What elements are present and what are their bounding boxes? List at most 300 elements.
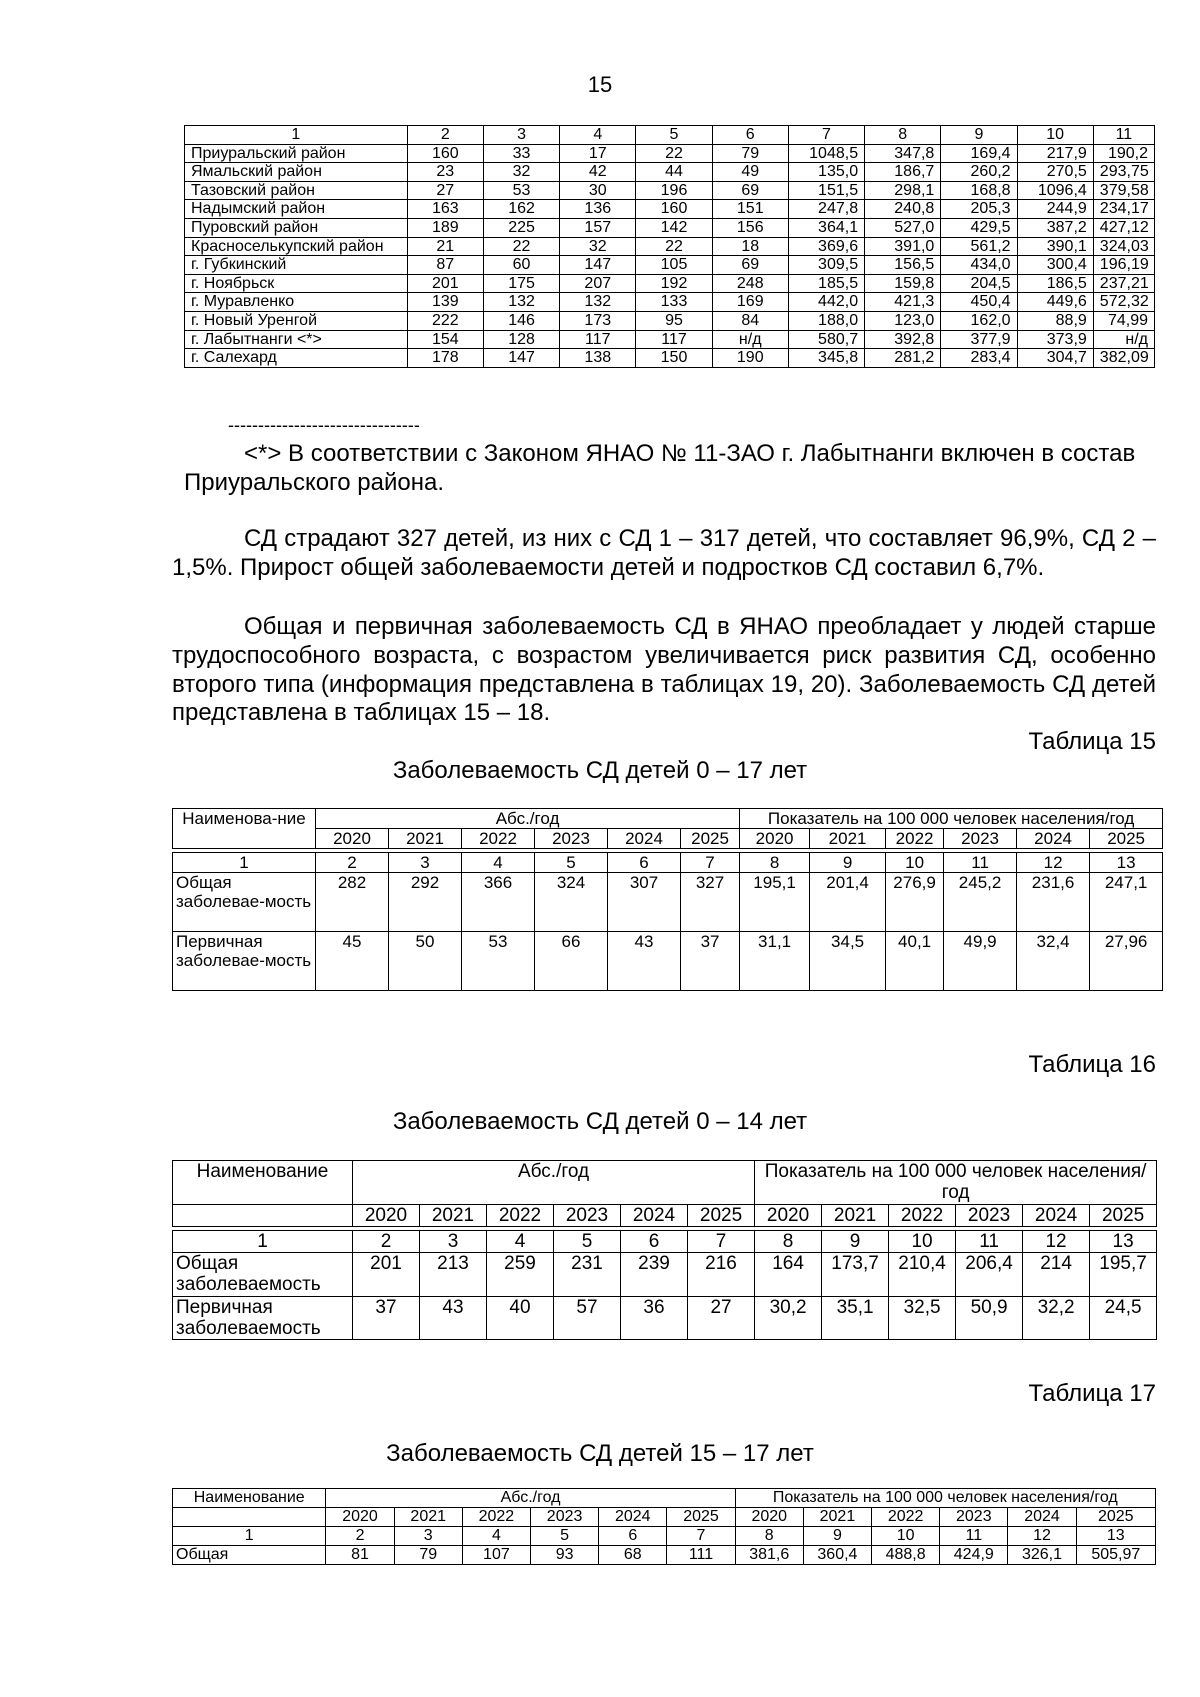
table-cell: 293,75 bbox=[1093, 163, 1154, 182]
table-cell: 450,4 bbox=[941, 293, 1017, 312]
header-row bbox=[173, 1489, 1156, 1508]
table-cell: 32,5 bbox=[889, 1296, 956, 1340]
table-cell: 139 bbox=[407, 293, 483, 312]
column-number: 4 bbox=[487, 1230, 554, 1252]
table-cell: 133 bbox=[636, 293, 712, 312]
table-label: Таблица 16 bbox=[1028, 1051, 1156, 1078]
table-cell: 283,4 bbox=[941, 349, 1017, 368]
rate-header: Показатель на 100 000 человек населения/год bbox=[735, 1489, 1155, 1508]
year-cell: 2020 bbox=[735, 1508, 803, 1527]
year-cell: 2024 bbox=[621, 1204, 688, 1226]
table-cell: 111 bbox=[667, 1545, 735, 1564]
header-row bbox=[185, 126, 1155, 145]
column-number: 11 bbox=[944, 853, 1017, 873]
year-cell: 2022 bbox=[487, 1204, 554, 1226]
table-cell: н/д bbox=[1093, 330, 1154, 349]
years-row bbox=[173, 1204, 1157, 1226]
table-cell: 247,1 bbox=[1090, 873, 1163, 932]
column-number: 5 bbox=[636, 126, 712, 145]
table-cell: 105 bbox=[636, 256, 712, 275]
table-cell: 53 bbox=[462, 932, 535, 991]
column-number: 9 bbox=[941, 126, 1017, 145]
table-cell: 43 bbox=[608, 932, 681, 991]
table-cell: 162 bbox=[483, 200, 559, 219]
column-number: 2 bbox=[316, 853, 389, 873]
table-cell: 247,8 bbox=[788, 200, 864, 219]
table-cell: 117 bbox=[560, 330, 636, 349]
table-cell: 216 bbox=[688, 1253, 755, 1297]
table-cell: 292 bbox=[389, 873, 462, 932]
column-number: 3 bbox=[483, 126, 559, 145]
table-cell: 44 bbox=[636, 163, 712, 182]
table-row bbox=[173, 873, 1163, 932]
table-cell: 36 bbox=[621, 1296, 688, 1340]
table-row bbox=[185, 181, 1155, 200]
region-name: г. Новый Уренгой bbox=[185, 311, 408, 330]
table-cell: 204,5 bbox=[941, 274, 1017, 293]
table-cell: 84 bbox=[712, 311, 788, 330]
region-name: г. Салехард bbox=[185, 349, 408, 368]
paragraph: Общая и первичная заболеваемость СД в ЯНАО преобладает у людей старше трудоспособного возраста, с возрастом увеличивается риск развития СД, особенно второго типа (информация представлена в таблицах 19, 20). Заболеваемость СД детей представлена в таблицах 15 – 18. bbox=[172, 613, 1156, 727]
table-row bbox=[185, 256, 1155, 275]
column-number: 8 bbox=[865, 126, 941, 145]
year-cell: 2023 bbox=[944, 829, 1017, 849]
numbers-row bbox=[173, 1526, 1156, 1545]
table-cell: 201 bbox=[353, 1253, 420, 1297]
table-cell: 60 bbox=[483, 256, 559, 275]
table-cell: 160 bbox=[636, 200, 712, 219]
column-number: 12 bbox=[1008, 1526, 1076, 1545]
column-number: 9 bbox=[810, 853, 886, 873]
region-name: г. Лабытнанги <*> bbox=[185, 330, 408, 349]
table-cell: 22 bbox=[636, 144, 712, 163]
table-cell: 248 bbox=[712, 274, 788, 293]
table-cell: 488,8 bbox=[872, 1545, 940, 1564]
table-cell: 281,2 bbox=[865, 349, 941, 368]
row-name: Первичная заболевае-мость bbox=[173, 932, 316, 991]
table-cell: 160 bbox=[407, 144, 483, 163]
table-cell: 22 bbox=[636, 237, 712, 256]
year-cell: 2023 bbox=[554, 1204, 621, 1226]
table-cell: 79 bbox=[394, 1545, 462, 1564]
column-number: 1 bbox=[173, 853, 316, 873]
table-cell: 326,1 bbox=[1008, 1545, 1076, 1564]
year-cell: 2022 bbox=[872, 1508, 940, 1527]
table-cell: 87 bbox=[407, 256, 483, 275]
column-number: 11 bbox=[940, 1526, 1008, 1545]
table-cell: 189 bbox=[407, 218, 483, 237]
table-cell: 33 bbox=[483, 144, 559, 163]
table-cell: 42 bbox=[560, 163, 636, 182]
year-cell: 2023 bbox=[940, 1508, 1008, 1527]
table-cell: 205,3 bbox=[941, 200, 1017, 219]
column-number: 4 bbox=[462, 853, 535, 873]
table-cell: 79 bbox=[712, 144, 788, 163]
table-cell: 142 bbox=[636, 218, 712, 237]
column-number: 6 bbox=[712, 126, 788, 145]
column-number: 2 bbox=[407, 126, 483, 145]
table-cell: 123,0 bbox=[865, 311, 941, 330]
table-cell: 159,8 bbox=[865, 274, 941, 293]
table-cell: 53 bbox=[483, 181, 559, 200]
year-cell: 2024 bbox=[1023, 1204, 1090, 1226]
column-number: 6 bbox=[608, 853, 681, 873]
table-cell: 50,9 bbox=[956, 1296, 1023, 1340]
table-15 bbox=[172, 808, 1163, 991]
table-cell: 366 bbox=[462, 873, 535, 932]
table-cell: 213 bbox=[420, 1253, 487, 1297]
table-cell: 561,2 bbox=[941, 237, 1017, 256]
numbers-row bbox=[173, 853, 1163, 873]
year-cell: 2022 bbox=[886, 829, 944, 849]
table-cell: 1096,4 bbox=[1017, 181, 1093, 200]
footnote: <*> В соответствии с Законом ЯНАО № 11-ЗАО г. Лабытнанги включен в состав Приуральского района. bbox=[184, 440, 1136, 496]
column-number: 4 bbox=[462, 1526, 530, 1545]
table-row bbox=[185, 218, 1155, 237]
year-cell: 2022 bbox=[889, 1204, 956, 1226]
table-cell: 237,21 bbox=[1093, 274, 1154, 293]
table-cell: 572,32 bbox=[1093, 293, 1154, 312]
table-cell: 45 bbox=[316, 932, 389, 991]
year-cell: 2021 bbox=[822, 1204, 889, 1226]
years-row bbox=[173, 1508, 1156, 1527]
table-cell: 240,8 bbox=[865, 200, 941, 219]
table-cell: 244,9 bbox=[1017, 200, 1093, 219]
column-number: 2 bbox=[326, 1526, 394, 1545]
table-cell: 157 bbox=[560, 218, 636, 237]
column-number: 10 bbox=[1017, 126, 1093, 145]
table-cell: 35,1 bbox=[822, 1296, 889, 1340]
column-number: 9 bbox=[803, 1526, 871, 1545]
column-number: 3 bbox=[394, 1526, 462, 1545]
column-number: 13 bbox=[1076, 1526, 1155, 1545]
table-row bbox=[173, 1296, 1157, 1340]
table-cell: 163 bbox=[407, 200, 483, 219]
table-cell: 147 bbox=[483, 349, 559, 368]
table-cell: 107 bbox=[462, 1545, 530, 1564]
column-number: 7 bbox=[688, 1230, 755, 1252]
year-cell: 2020 bbox=[316, 829, 389, 849]
table-cell: 282 bbox=[316, 873, 389, 932]
table-cell: 150 bbox=[636, 349, 712, 368]
region-name: Приуральский район bbox=[185, 144, 408, 163]
table-cell: 259 bbox=[487, 1253, 554, 1297]
table-cell: 307 bbox=[608, 873, 681, 932]
row-name: Первичная заболеваемость bbox=[173, 1296, 353, 1340]
table-cell: 156 bbox=[712, 218, 788, 237]
year-cell: 2024 bbox=[1017, 829, 1090, 849]
table-cell: 135,0 bbox=[788, 163, 864, 182]
table-cell: 201 bbox=[407, 274, 483, 293]
table-cell: 128 bbox=[483, 330, 559, 349]
column-number: 13 bbox=[1090, 1230, 1157, 1252]
column-number: 13 bbox=[1090, 853, 1163, 873]
region-name: г. Ноябрьск bbox=[185, 274, 408, 293]
table-cell: 298,1 bbox=[865, 181, 941, 200]
year-cell: 2021 bbox=[420, 1204, 487, 1226]
table-cell: 580,7 bbox=[788, 330, 864, 349]
table-cell: 217,9 bbox=[1017, 144, 1093, 163]
table-cell: 505,97 bbox=[1076, 1545, 1155, 1564]
column-number: 12 bbox=[1023, 1230, 1090, 1252]
year-cell: 2023 bbox=[531, 1508, 599, 1527]
year-cell: 2020 bbox=[353, 1204, 420, 1226]
table-cell: 32,4 bbox=[1017, 932, 1090, 991]
table-cell: 23 bbox=[407, 163, 483, 182]
header-row bbox=[173, 1161, 1157, 1205]
table-cell: 245,2 bbox=[944, 873, 1017, 932]
column-number: 1 bbox=[173, 1230, 353, 1252]
column-number: 8 bbox=[755, 1230, 822, 1252]
table-row bbox=[173, 1253, 1157, 1297]
column-number: 10 bbox=[886, 853, 944, 873]
table-cell: 132 bbox=[560, 293, 636, 312]
row-name: Общая заболеваемость bbox=[173, 1253, 353, 1297]
region-name: Тазовский район bbox=[185, 181, 408, 200]
table-row bbox=[185, 163, 1155, 182]
table-cell: 360,4 bbox=[803, 1545, 871, 1564]
table-cell: 379,58 bbox=[1093, 181, 1154, 200]
empty-cell bbox=[173, 1508, 326, 1527]
table-cell: 421,3 bbox=[865, 293, 941, 312]
table-cell: 169,4 bbox=[941, 144, 1017, 163]
year-cell: 2021 bbox=[394, 1508, 462, 1527]
region-name: г. Губкинский bbox=[185, 256, 408, 275]
column-number: 7 bbox=[788, 126, 864, 145]
table-cell: 186,7 bbox=[865, 163, 941, 182]
header-row bbox=[173, 809, 1163, 829]
page-number: 15 bbox=[587, 72, 613, 97]
table-cell: 88,9 bbox=[1017, 311, 1093, 330]
table-cell: 40,1 bbox=[886, 932, 944, 991]
years-row bbox=[173, 829, 1163, 849]
table-cell: 210,4 bbox=[889, 1253, 956, 1297]
table-cell: 49,9 bbox=[944, 932, 1017, 991]
table-cell: 231,6 bbox=[1017, 873, 1090, 932]
table-cell: 43 bbox=[420, 1296, 487, 1340]
table-cell: 324,03 bbox=[1093, 237, 1154, 256]
column-number: 4 bbox=[560, 126, 636, 145]
table-cell: 234,17 bbox=[1093, 200, 1154, 219]
year-cell: 2024 bbox=[1008, 1508, 1076, 1527]
table-cell: 24,5 bbox=[1090, 1296, 1157, 1340]
table-cell: 324 bbox=[535, 873, 608, 932]
table-cell: 222 bbox=[407, 311, 483, 330]
table-cell: 168,8 bbox=[941, 181, 1017, 200]
regions-table bbox=[184, 125, 1155, 368]
table-cell: 327 bbox=[681, 873, 740, 932]
table-cell: 304,7 bbox=[1017, 349, 1093, 368]
table-row bbox=[185, 144, 1155, 163]
table-cell: 27,96 bbox=[1090, 932, 1163, 991]
column-number: 5 bbox=[554, 1230, 621, 1252]
table-cell: 186,5 bbox=[1017, 274, 1093, 293]
column-number: 8 bbox=[740, 853, 810, 873]
table-cell: 381,6 bbox=[735, 1545, 803, 1564]
row-name: Общая заболевае-мость bbox=[173, 873, 316, 932]
table-cell: 27 bbox=[688, 1296, 755, 1340]
rate-header: Показатель на 100 000 человек населения/год bbox=[755, 1161, 1157, 1205]
table-cell: 18 bbox=[712, 237, 788, 256]
table-cell: 117 bbox=[636, 330, 712, 349]
table-row bbox=[185, 237, 1155, 256]
table-cell: 74,99 bbox=[1093, 311, 1154, 330]
paragraph: СД страдают 327 детей, из них с СД 1 – 317 детей, что составляет 96,9%, СД 2 – 1,5%. Прирост общей заболеваемости детей и подростков СД составил 6,7%. bbox=[172, 525, 1156, 581]
table-cell: 382,09 bbox=[1093, 349, 1154, 368]
table-cell: 377,9 bbox=[941, 330, 1017, 349]
table-row bbox=[185, 330, 1155, 349]
table-cell: 190,2 bbox=[1093, 144, 1154, 163]
region-name: г. Муравленко bbox=[185, 293, 408, 312]
year-cell: 2020 bbox=[740, 829, 810, 849]
year-cell: 2021 bbox=[803, 1508, 871, 1527]
region-name: Ямальский район bbox=[185, 163, 408, 182]
year-cell: 2022 bbox=[462, 829, 535, 849]
table-cell: 146 bbox=[483, 311, 559, 330]
table-cell: 95 bbox=[636, 311, 712, 330]
table-cell: 132 bbox=[483, 293, 559, 312]
name-header: Наименование bbox=[173, 1489, 326, 1508]
abs-header: Абс./год bbox=[326, 1489, 735, 1508]
column-number: 6 bbox=[599, 1526, 667, 1545]
table-17 bbox=[172, 1488, 1156, 1565]
column-number: 10 bbox=[872, 1526, 940, 1545]
rate-header: Показатель на 100 000 человек населения/год bbox=[740, 809, 1163, 829]
table-cell: 373,9 bbox=[1017, 330, 1093, 349]
table-row bbox=[185, 349, 1155, 368]
table-cell: 138 bbox=[560, 349, 636, 368]
table-cell: 276,9 bbox=[886, 873, 944, 932]
region-name: Надымский район bbox=[185, 200, 408, 219]
abs-header: Абс./год bbox=[353, 1161, 755, 1205]
table-cell: 260,2 bbox=[941, 163, 1017, 182]
year-cell: 2025 bbox=[1090, 1204, 1157, 1226]
year-cell: 2025 bbox=[688, 1204, 755, 1226]
table-row bbox=[185, 200, 1155, 219]
table-cell: 49 bbox=[712, 163, 788, 182]
footnote-rule: -------------------------------- bbox=[228, 415, 420, 435]
year-cell: 2024 bbox=[608, 829, 681, 849]
table-cell: 154 bbox=[407, 330, 483, 349]
table-cell: 156,5 bbox=[865, 256, 941, 275]
table-row bbox=[173, 932, 1163, 991]
column-number: 1 bbox=[185, 126, 408, 145]
year-cell: 2025 bbox=[681, 829, 740, 849]
column-number: 5 bbox=[535, 853, 608, 873]
table-cell: 27 bbox=[407, 181, 483, 200]
table-cell: 31,1 bbox=[740, 932, 810, 991]
year-cell: 2025 bbox=[1076, 1508, 1155, 1527]
table-cell: 214 bbox=[1023, 1253, 1090, 1297]
table-cell: 17 bbox=[560, 144, 636, 163]
table-cell: 162,0 bbox=[941, 311, 1017, 330]
table-cell: 392,8 bbox=[865, 330, 941, 349]
table-cell: 68 bbox=[599, 1545, 667, 1564]
table-cell: 424,9 bbox=[940, 1545, 1008, 1564]
name-header: Наименова-ние bbox=[173, 809, 316, 849]
table-cell: 40 bbox=[487, 1296, 554, 1340]
year-cell: 2021 bbox=[389, 829, 462, 849]
table-cell: 527,0 bbox=[865, 218, 941, 237]
year-cell: 2024 bbox=[599, 1508, 667, 1527]
table-label: Таблица 15 bbox=[1028, 728, 1156, 755]
year-cell: 2023 bbox=[956, 1204, 1023, 1226]
table-cell: 37 bbox=[353, 1296, 420, 1340]
table-cell: 147 bbox=[560, 256, 636, 275]
table-cell: 169 bbox=[712, 293, 788, 312]
empty-cell bbox=[173, 1204, 353, 1226]
table-cell: 442,0 bbox=[788, 293, 864, 312]
table-cell: 34,5 bbox=[810, 932, 886, 991]
table-cell: 449,6 bbox=[1017, 293, 1093, 312]
table-cell: 369,6 bbox=[788, 237, 864, 256]
column-number: 11 bbox=[956, 1230, 1023, 1252]
table-cell: 151,5 bbox=[788, 181, 864, 200]
table-cell: 347,8 bbox=[865, 144, 941, 163]
table-title: Заболеваемость СД детей 0 – 14 лет bbox=[392, 1108, 808, 1135]
table-cell: 37 bbox=[681, 932, 740, 991]
table-cell: 1048,5 bbox=[788, 144, 864, 163]
table-row bbox=[185, 274, 1155, 293]
year-cell: 2022 bbox=[462, 1508, 530, 1527]
table-cell: 434,0 bbox=[941, 256, 1017, 275]
table-cell: 427,12 bbox=[1093, 218, 1154, 237]
table-cell: 270,5 bbox=[1017, 163, 1093, 182]
table-cell: 196,19 bbox=[1093, 256, 1154, 275]
table-cell: 387,2 bbox=[1017, 218, 1093, 237]
table-cell: 195,7 bbox=[1090, 1253, 1157, 1297]
table-cell: 390,1 bbox=[1017, 237, 1093, 256]
table-cell: 69 bbox=[712, 256, 788, 275]
table-row bbox=[173, 1545, 1156, 1564]
year-cell: 2020 bbox=[326, 1508, 394, 1527]
table-row bbox=[185, 293, 1155, 312]
year-cell: 2025 bbox=[667, 1508, 735, 1527]
table-16 bbox=[172, 1160, 1157, 1340]
table-cell: 173 bbox=[560, 311, 636, 330]
year-cell: 2020 bbox=[755, 1204, 822, 1226]
column-number: 5 bbox=[531, 1526, 599, 1545]
table-cell: 239 bbox=[621, 1253, 688, 1297]
column-number: 7 bbox=[681, 853, 740, 873]
column-number: 2 bbox=[353, 1230, 420, 1252]
name-header: Наименование bbox=[173, 1161, 353, 1205]
table-cell: 81 bbox=[326, 1545, 394, 1564]
table-cell: 188,0 bbox=[788, 311, 864, 330]
table-cell: 164 bbox=[755, 1253, 822, 1297]
column-number: 3 bbox=[389, 853, 462, 873]
table-title: Заболеваемость СД детей 15 – 17 лет bbox=[386, 1440, 814, 1467]
table-cell: 345,8 bbox=[788, 349, 864, 368]
table-cell: 93 bbox=[531, 1545, 599, 1564]
table-cell: 173,7 bbox=[822, 1253, 889, 1297]
table-label: Таблица 17 bbox=[1028, 1380, 1156, 1407]
table-cell: 207 bbox=[560, 274, 636, 293]
table-row bbox=[185, 311, 1155, 330]
table-cell: 185,5 bbox=[788, 274, 864, 293]
table-cell: 32,2 bbox=[1023, 1296, 1090, 1340]
table-cell: 178 bbox=[407, 349, 483, 368]
table-cell: 32 bbox=[560, 237, 636, 256]
region-name: Красноселькупский район bbox=[185, 237, 408, 256]
table-cell: 231 bbox=[554, 1253, 621, 1297]
table-cell: 69 bbox=[712, 181, 788, 200]
column-number: 3 bbox=[420, 1230, 487, 1252]
year-cell: 2025 bbox=[1090, 829, 1163, 849]
table-cell: 196 bbox=[636, 181, 712, 200]
column-number: 10 bbox=[889, 1230, 956, 1252]
numbers-row bbox=[173, 1230, 1157, 1252]
